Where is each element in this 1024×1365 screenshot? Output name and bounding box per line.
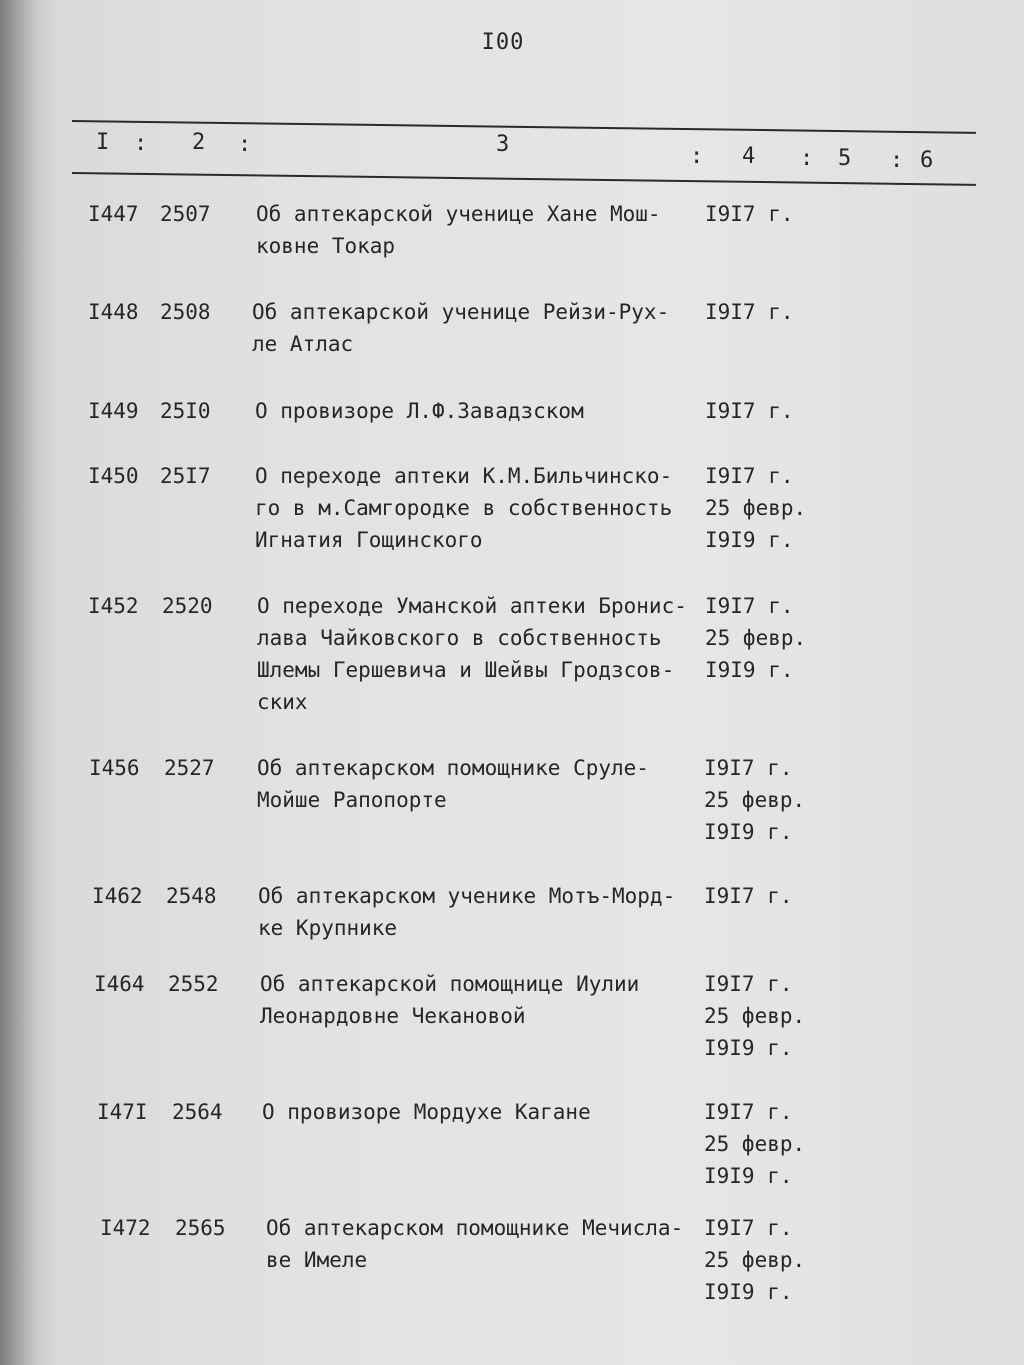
date-range	[705, 590, 825, 686]
date-range	[705, 296, 825, 328]
case-description	[258, 880, 675, 944]
description-line: Об аптекарском ученике Мотъ-Морд-	[258, 884, 676, 908]
header-top-rule	[72, 120, 976, 134]
case-description	[255, 395, 584, 427]
record-number: I447	[88, 202, 139, 226]
header-col-1: I	[96, 130, 110, 155]
case-description	[257, 752, 649, 816]
description-line: Об аптекарской ученице Хане Мош-	[256, 202, 661, 226]
date-line: I9I7 г.	[705, 594, 794, 618]
case-number: 2507	[160, 202, 211, 226]
date-line: I9I7 г.	[704, 756, 793, 780]
date-range	[705, 395, 825, 427]
date-line: I9I7 г.	[705, 300, 794, 324]
record-number: I464	[94, 972, 145, 996]
record-number: I450	[88, 464, 139, 488]
date-line: 25 февр.	[705, 496, 807, 520]
description-line: О переходе аптеки К.М.Бильчинско-	[255, 464, 673, 488]
header-bottom-rule	[72, 172, 976, 186]
description-line: Мойше Рапопорте	[257, 788, 447, 812]
description-line: О провизоре Мордухе Кагане	[262, 1100, 591, 1124]
date-range	[705, 198, 825, 230]
record-number: I456	[89, 756, 140, 780]
date-range	[704, 1096, 824, 1192]
description-line: ке Крупнике	[258, 916, 398, 940]
description-line: лава Чайковского в собственность	[257, 626, 662, 650]
description-line: ковне Токар	[256, 234, 396, 258]
date-line: I9I9 г.	[705, 658, 794, 682]
header-col-4: 4	[742, 144, 756, 169]
record-number: I47I	[97, 1100, 148, 1124]
case-number: 2520	[162, 594, 213, 618]
description-line: Игнатия Гощинского	[255, 528, 483, 552]
description-line: Об аптекарской помощнице Иулии	[260, 972, 640, 996]
date-line: I9I9 г.	[704, 1036, 793, 1060]
case-description	[252, 296, 669, 360]
date-line: I9I7 г.	[704, 972, 793, 996]
date-range	[704, 968, 824, 1064]
page-number: I00	[481, 30, 525, 55]
date-line: I9I7 г.	[704, 1100, 793, 1124]
date-line: I9I9 г.	[705, 528, 794, 552]
record-number: I448	[88, 300, 139, 324]
date-range	[704, 880, 824, 912]
header-sep-4: :	[800, 146, 814, 171]
date-line: 25 февр.	[705, 626, 807, 650]
date-range	[704, 1212, 824, 1308]
date-line: 25 февр.	[704, 788, 806, 812]
date-line: I9I7 г.	[704, 1216, 793, 1240]
date-line: I9I7 г.	[704, 884, 793, 908]
description-line: го в м.Самгородке в собственность	[255, 496, 673, 520]
date-line: 25 февр.	[704, 1132, 806, 1156]
description-line: Шлемы Гершевича и Шейвы Гродзсов-	[257, 658, 675, 682]
description-line: Об аптекарской ученице Рейзи-Рух-	[252, 300, 670, 324]
header-col-6: 6	[920, 148, 934, 173]
header-sep-2: :	[238, 132, 252, 157]
case-description	[262, 1096, 591, 1128]
description-line: О провизоре Л.Ф.Завадзском	[255, 399, 584, 423]
case-number: 2565	[175, 1216, 226, 1240]
record-number: I472	[100, 1216, 151, 1240]
header-col-5: 5	[838, 146, 852, 171]
description-line: Леонардовне Чекановой	[260, 1004, 526, 1028]
description-line: О переходе Уманской аптеки Бронис-	[257, 594, 687, 618]
date-line: I9I7 г.	[705, 399, 794, 423]
date-line: I9I9 г.	[704, 820, 793, 844]
description-line: ских	[257, 690, 308, 714]
header-col-3: 3	[496, 132, 510, 157]
case-description	[256, 198, 661, 262]
case-number: 2527	[164, 756, 215, 780]
case-number: 2564	[172, 1100, 223, 1124]
date-range	[704, 752, 824, 848]
case-number: 2548	[166, 884, 217, 908]
record-number: I452	[88, 594, 139, 618]
header-sep-3: :	[690, 144, 704, 169]
date-line: I9I7 г.	[705, 464, 794, 488]
date-line: I9I7 г.	[705, 202, 794, 226]
date-line: I9I9 г.	[704, 1280, 793, 1304]
case-number: 2508	[160, 300, 211, 324]
description-line: Об аптекарском помощнике Мечисла-	[266, 1216, 684, 1240]
date-line: 25 февр.	[704, 1004, 806, 1028]
binding-gutter	[0, 0, 52, 1365]
case-description	[266, 1212, 683, 1276]
case-description	[255, 460, 672, 556]
description-line: Об аптекарском помощнике Сруле-	[257, 756, 649, 780]
date-line: 25 февр.	[704, 1248, 806, 1272]
record-number: I462	[92, 884, 143, 908]
date-range	[705, 460, 825, 556]
date-line: I9I9 г.	[704, 1164, 793, 1188]
header-sep-1: :	[134, 131, 148, 156]
header-col-2: 2	[192, 130, 206, 155]
case-description	[260, 968, 639, 1032]
record-number: I449	[88, 399, 139, 423]
case-number: 25I7	[160, 464, 211, 488]
case-number: 2552	[168, 972, 219, 996]
header-sep-5: :	[890, 148, 904, 173]
case-number: 25I0	[160, 399, 211, 423]
description-line: ле Атлас	[252, 332, 354, 356]
case-description	[257, 590, 687, 718]
description-line: ве Имеле	[266, 1248, 368, 1272]
